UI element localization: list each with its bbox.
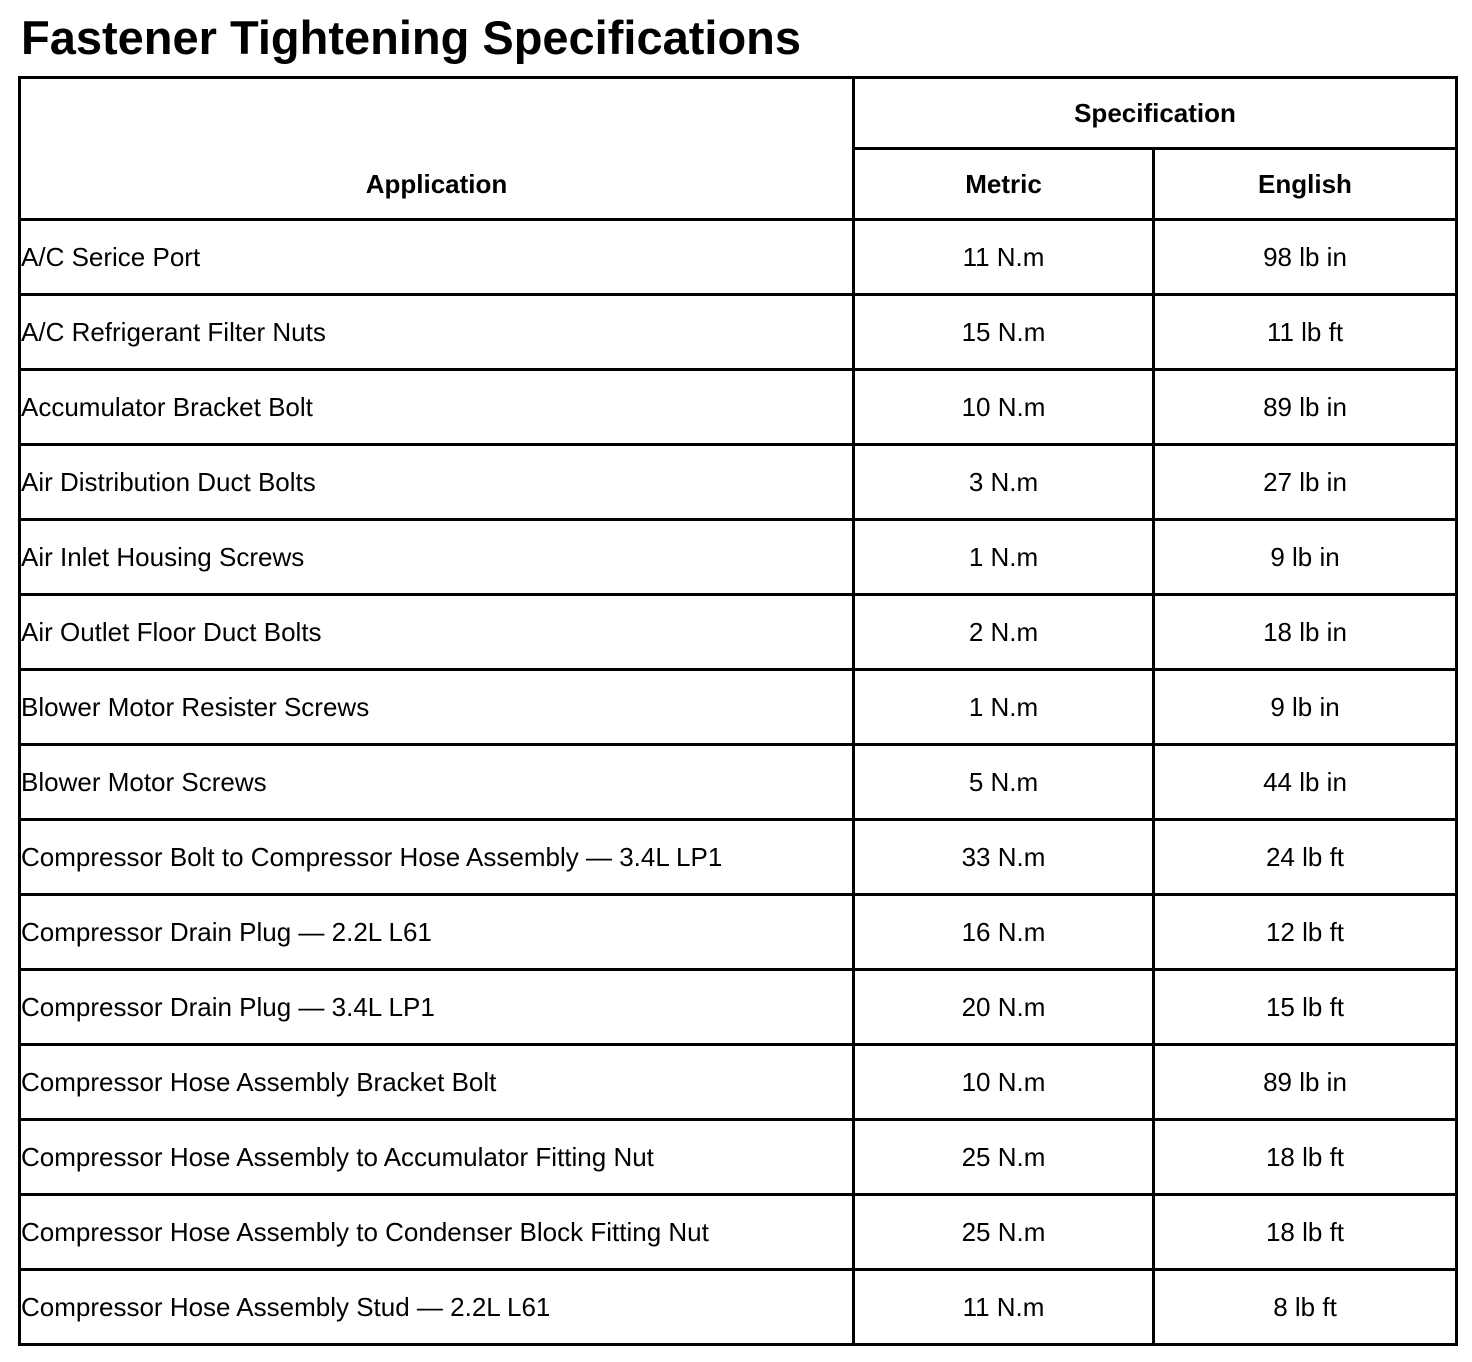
cell-english: 18 lb in [1154, 595, 1457, 670]
cell-metric: 10 N.m [854, 370, 1154, 445]
cell-application: Blower Motor Resister Screws [20, 670, 854, 745]
cell-application: Compressor Bolt to Compressor Hose Assembly — 3.4L LP1 [20, 820, 854, 895]
header-metric: Metric [854, 149, 1154, 220]
cell-metric: 11 N.m [854, 220, 1154, 295]
header-row-1 [20, 78, 1457, 149]
cell-english: 9 lb in [1154, 520, 1457, 595]
cell-english: 18 lb ft [1154, 1195, 1457, 1270]
cell-metric: 20 N.m [854, 970, 1154, 1045]
table-row [20, 670, 1457, 745]
cell-metric: 25 N.m [854, 1120, 1154, 1195]
cell-application: Air Outlet Floor Duct Bolts [20, 595, 854, 670]
cell-application: Air Inlet Housing Screws [20, 520, 854, 595]
cell-english: 24 lb ft [1154, 820, 1457, 895]
table-row [20, 970, 1457, 1045]
cell-application: Compressor Drain Plug — 3.4L LP1 [20, 970, 854, 1045]
cell-metric: 1 N.m [854, 520, 1154, 595]
cell-english: 9 lb in [1154, 670, 1457, 745]
cell-metric: 25 N.m [854, 1195, 1154, 1270]
header-english: English [1154, 149, 1457, 220]
cell-metric: 1 N.m [854, 670, 1154, 745]
table-row [20, 1195, 1457, 1270]
cell-metric: 11 N.m [854, 1270, 1154, 1345]
table-row [20, 1120, 1457, 1195]
cell-metric: 33 N.m [854, 820, 1154, 895]
header-application: Application [20, 78, 854, 220]
cell-application: A/C Serice Port [20, 220, 854, 295]
table-row [20, 220, 1457, 295]
cell-metric: 2 N.m [854, 595, 1154, 670]
table-row [20, 295, 1457, 370]
page-title: Fastener Tightening Specifications [21, 11, 801, 64]
cell-application: A/C Refrigerant Filter Nuts [20, 295, 854, 370]
table-row [20, 1045, 1457, 1120]
table-row [20, 820, 1457, 895]
cell-metric: 15 N.m [854, 295, 1154, 370]
table-row [20, 745, 1457, 820]
table-row [20, 595, 1457, 670]
cell-english: 89 lb in [1154, 1045, 1457, 1120]
cell-english: 27 lb in [1154, 445, 1457, 520]
spec-table [18, 76, 1458, 1346]
table-row [20, 520, 1457, 595]
cell-application: Air Distribution Duct Bolts [20, 445, 854, 520]
cell-application: Compressor Hose Assembly Bracket Bolt [20, 1045, 854, 1120]
cell-application: Compressor Drain Plug — 2.2L L61 [20, 895, 854, 970]
cell-english: 44 lb in [1154, 745, 1457, 820]
cell-english: 15 lb ft [1154, 970, 1457, 1045]
cell-english: 98 lb in [1154, 220, 1457, 295]
cell-english: 11 lb ft [1154, 295, 1457, 370]
cell-english: 18 lb ft [1154, 1120, 1457, 1195]
cell-english: 12 lb ft [1154, 895, 1457, 970]
table-row [20, 370, 1457, 445]
cell-application: Blower Motor Screws [20, 745, 854, 820]
cell-english: 8 lb ft [1154, 1270, 1457, 1345]
table-row [20, 1270, 1457, 1345]
cell-metric: 3 N.m [854, 445, 1154, 520]
cell-english: 89 lb in [1154, 370, 1457, 445]
cell-metric: 16 N.m [854, 895, 1154, 970]
cell-application: Compressor Hose Assembly to Condenser Block Fitting Nut [20, 1195, 854, 1270]
table-row [20, 445, 1457, 520]
cell-application: Compressor Hose Assembly to Accumulator Fitting Nut [20, 1120, 854, 1195]
cell-metric: 5 N.m [854, 745, 1154, 820]
cell-application: Compressor Hose Assembly Stud — 2.2L L61 [20, 1270, 854, 1345]
cell-application: Accumulator Bracket Bolt [20, 370, 854, 445]
table-row [20, 895, 1457, 970]
header-specification: Specification [854, 78, 1457, 149]
cell-metric: 10 N.m [854, 1045, 1154, 1120]
table-body [20, 220, 1457, 1345]
